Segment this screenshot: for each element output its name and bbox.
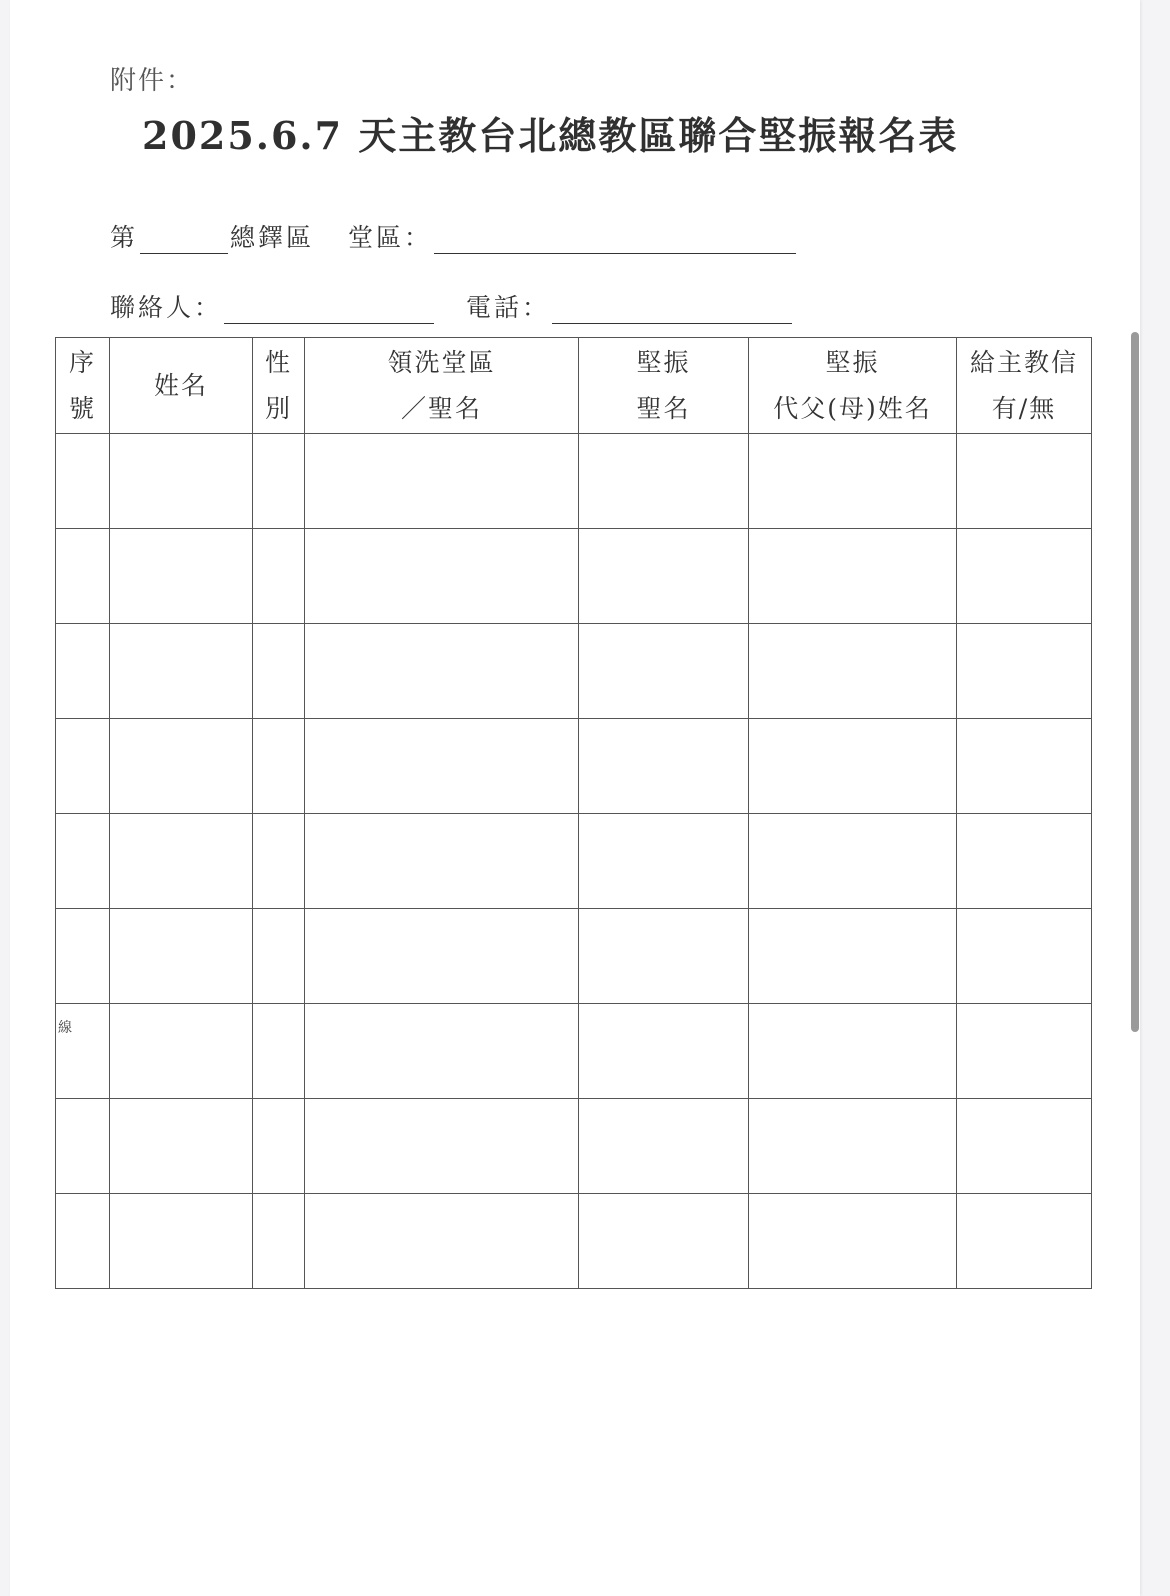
table-cell[interactable] (957, 434, 1092, 529)
header-confirmation-name: 堅振 聖名 (579, 338, 749, 434)
table-cell[interactable] (579, 719, 749, 814)
table-cell[interactable] (253, 434, 305, 529)
table-cell[interactable] (253, 1194, 305, 1289)
table-cell[interactable] (56, 909, 110, 1004)
header-bishop-letter: 給主教信 有/無 (957, 338, 1092, 434)
table-header-row (56, 338, 1092, 434)
parish-field[interactable] (434, 229, 796, 254)
table-cell[interactable] (110, 434, 253, 529)
header-gender: 性 別 (253, 338, 305, 434)
table-cell[interactable] (56, 434, 110, 529)
table-cell[interactable] (56, 719, 110, 814)
table-cell[interactable] (957, 1099, 1092, 1194)
form-title: 2025.6.7 天主教台北總教區聯合堅振報名表 (142, 113, 959, 158)
table-cell[interactable] (253, 529, 305, 624)
table-cell[interactable] (957, 719, 1092, 814)
table-row (56, 624, 1092, 719)
table-cell[interactable] (110, 719, 253, 814)
attachment-label: 附件： (110, 66, 195, 96)
table-cell[interactable] (579, 529, 749, 624)
table-cell[interactable] (957, 529, 1092, 624)
table-cell[interactable] (110, 529, 253, 624)
table-cell[interactable] (579, 1004, 749, 1099)
deanery-parish-row (110, 218, 798, 254)
vertical-scrollbar[interactable] (1131, 332, 1139, 1032)
table-row (56, 719, 1092, 814)
table-cell[interactable] (305, 529, 579, 624)
table-cell[interactable] (957, 909, 1092, 1004)
parish-label: 堂區： (348, 223, 433, 252)
table-cell[interactable] (56, 624, 110, 719)
table-cell[interactable] (56, 814, 110, 909)
table-cell[interactable] (253, 814, 305, 909)
table-cell[interactable] (110, 1004, 253, 1099)
deanery-number-field[interactable] (140, 229, 228, 254)
table-cell[interactable] (749, 624, 957, 719)
document-page (10, 0, 1140, 1596)
table-cell[interactable] (579, 624, 749, 719)
deanery-prefix: 第 (110, 223, 139, 252)
margin-mark: 線 (58, 1020, 72, 1036)
table-cell[interactable] (110, 624, 253, 719)
table-cell[interactable] (749, 719, 957, 814)
table-cell[interactable] (253, 719, 305, 814)
table-cell[interactable] (56, 1099, 110, 1194)
table-cell[interactable] (749, 909, 957, 1004)
header-sponsor: 堅振 代父(母)姓名 (749, 338, 957, 434)
table-cell[interactable] (749, 1004, 957, 1099)
table-cell[interactable] (110, 1099, 253, 1194)
table-cell[interactable] (579, 434, 749, 529)
table-row (56, 1004, 1092, 1099)
table-cell[interactable] (56, 1194, 110, 1289)
table-row (56, 1194, 1092, 1289)
table-cell[interactable] (110, 1194, 253, 1289)
header-name: 姓名 (110, 338, 253, 434)
table-cell[interactable] (253, 909, 305, 1004)
header-baptism-parish: 領洗堂區 ／聖名 (305, 338, 579, 434)
table-row (56, 909, 1092, 1004)
table-cell[interactable] (305, 1194, 579, 1289)
table-cell[interactable] (305, 719, 579, 814)
table-cell[interactable] (957, 1194, 1092, 1289)
header-seq: 序 號 (56, 338, 110, 434)
table-cell[interactable] (56, 529, 110, 624)
table-cell[interactable] (253, 624, 305, 719)
table-cell[interactable] (305, 1004, 579, 1099)
table-cell[interactable] (749, 1194, 957, 1289)
contact-phone-row (110, 288, 794, 324)
table-cell[interactable] (749, 814, 957, 909)
table-row (56, 434, 1092, 529)
registration-table (55, 337, 1092, 1289)
table-cell[interactable] (305, 909, 579, 1004)
table-cell[interactable] (579, 1099, 749, 1194)
table-row (56, 1099, 1092, 1194)
table-cell[interactable] (957, 1004, 1092, 1099)
deanery-suffix: 總鐸區 (230, 223, 315, 252)
phone-label: 電話： (466, 293, 551, 322)
table-cell[interactable] (305, 434, 579, 529)
table-cell[interactable] (957, 814, 1092, 909)
table-cell[interactable] (110, 909, 253, 1004)
table-row (56, 814, 1092, 909)
contact-field[interactable] (224, 299, 434, 324)
table-cell[interactable] (579, 909, 749, 1004)
table-cell[interactable] (957, 624, 1092, 719)
table-cell[interactable] (110, 814, 253, 909)
table-cell[interactable] (305, 1099, 579, 1194)
table-cell[interactable] (253, 1004, 305, 1099)
table-cell[interactable] (749, 529, 957, 624)
table-cell[interactable] (749, 434, 957, 529)
table-cell[interactable] (305, 624, 579, 719)
table-cell[interactable] (305, 814, 579, 909)
table-cell[interactable] (579, 814, 749, 909)
phone-field[interactable] (552, 299, 792, 324)
contact-label: 聯絡人： (110, 293, 223, 322)
table-cell[interactable] (749, 1099, 957, 1194)
table-cell[interactable] (579, 1194, 749, 1289)
table-cell[interactable] (253, 1099, 305, 1194)
table-row (56, 529, 1092, 624)
